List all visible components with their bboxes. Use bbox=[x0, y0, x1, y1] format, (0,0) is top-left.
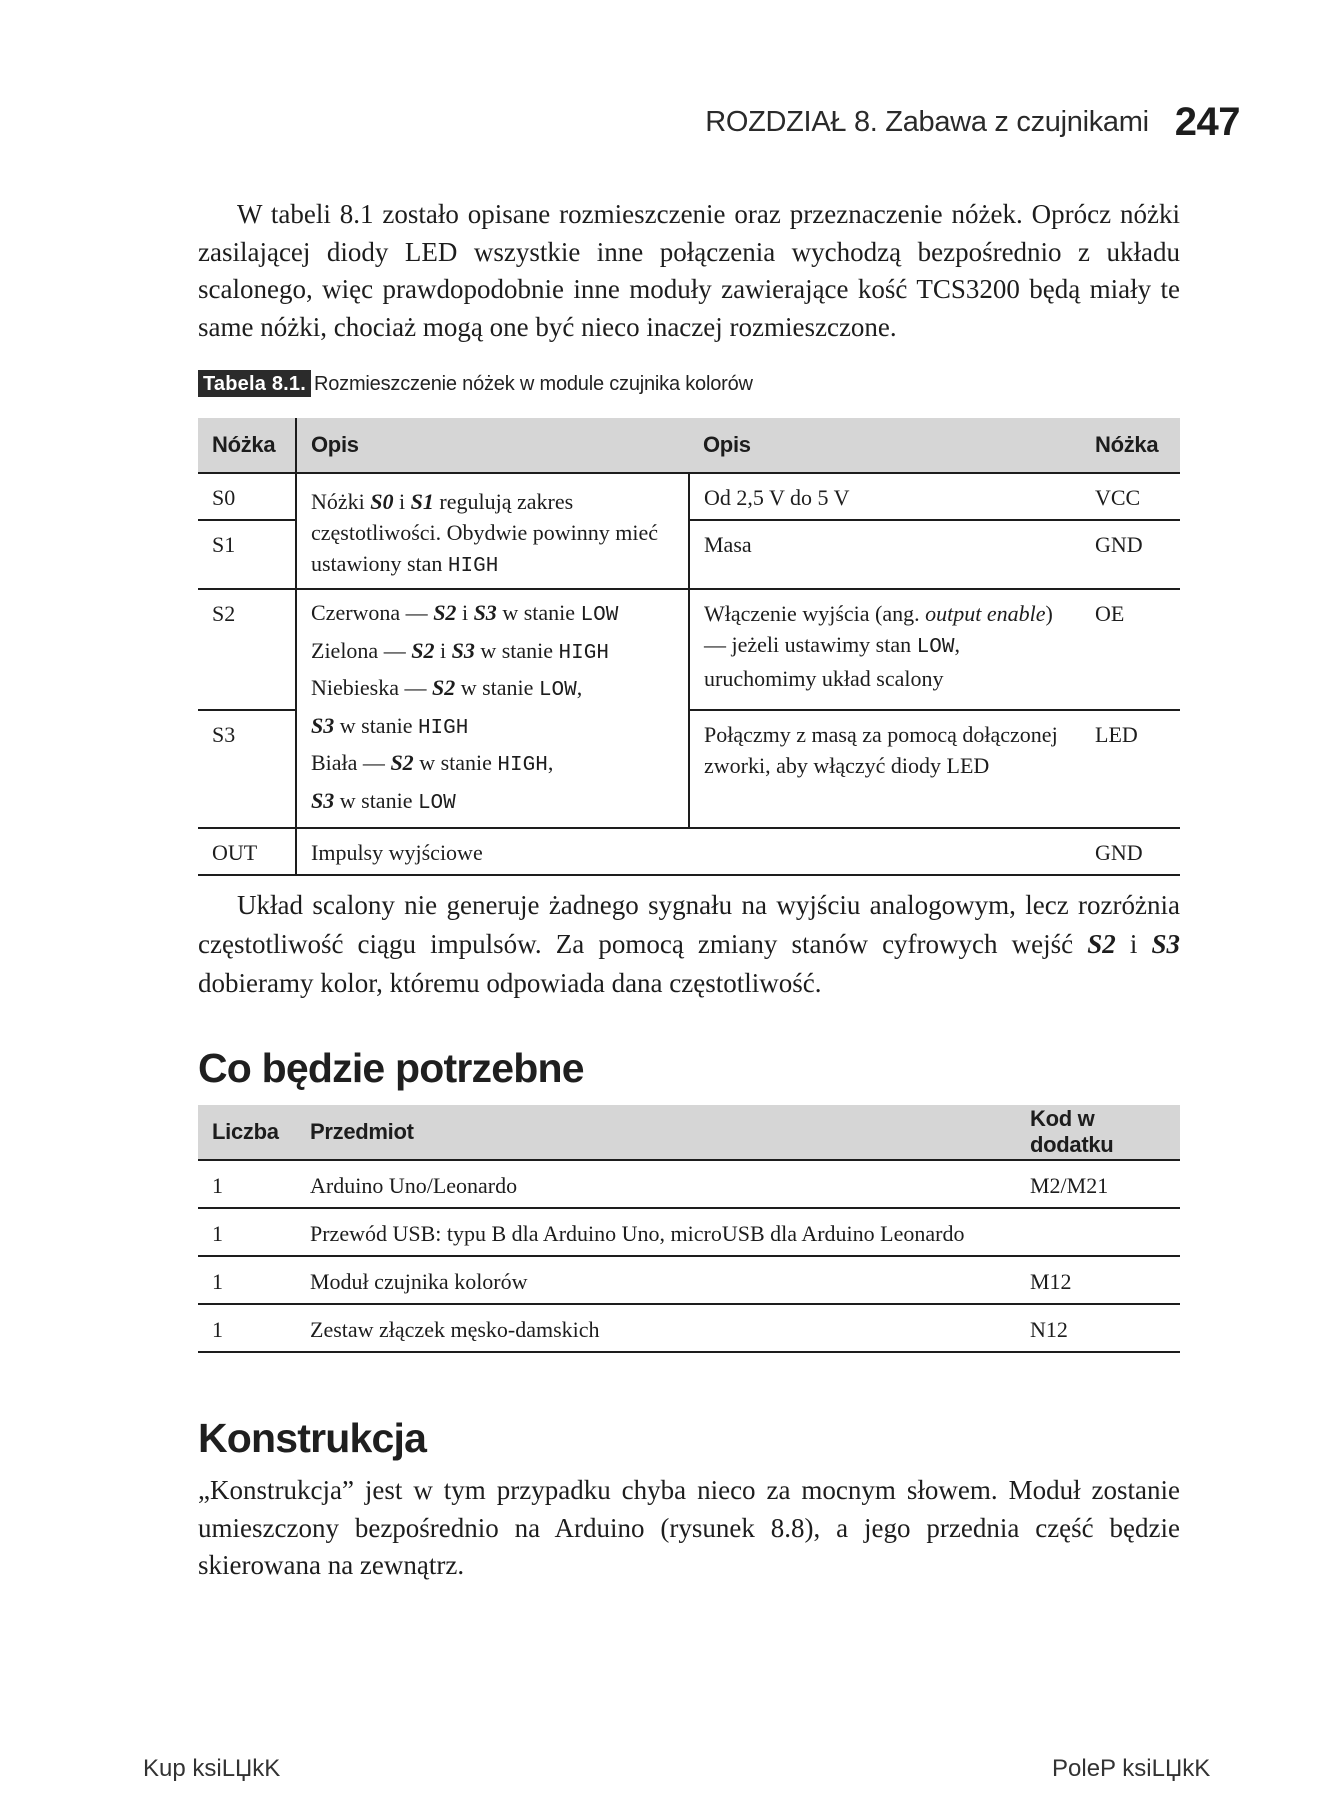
color-red-line: Czerwona — S2 i S3 w stanie LOW bbox=[311, 600, 619, 627]
parts-table bbox=[198, 1105, 1180, 1353]
chapter-title: ROZDZIAŁ 8. Zabawa z czujnikami bbox=[705, 106, 1149, 138]
section-title-parts: Co będzie potrzebne bbox=[198, 1045, 584, 1091]
pin-gnd: GND bbox=[1081, 520, 1180, 589]
header-item: Przedmiot bbox=[296, 1105, 1016, 1160]
table-row bbox=[198, 473, 1180, 520]
part-item: Zestaw złączek męsko-damskich bbox=[296, 1304, 1016, 1352]
header-count: Liczba bbox=[198, 1105, 296, 1160]
table-row bbox=[198, 828, 1180, 875]
table-row bbox=[198, 1208, 1180, 1256]
intro-paragraph: W tabeli 8.1 zostało opisane rozmieszczenie oraz przeznaczenie nóżek. Oprócz nóżki zasilającej diody LED wszystkie inne połączenia wychodzą bezpośrednio z układu scalonego, więc prawdopodobnie inne moduły zawierające kość TCS3200 będą miały te same nóżki, chociaż mogą one być nieco inaczej rozmieszczone. bbox=[198, 199, 1180, 342]
led-description: Połączmy z masą za pomocą dołączonej zworki, aby włączyć diody LED bbox=[689, 710, 1081, 828]
footer-buy-link[interactable]: Kup ksiLЏkK bbox=[143, 1755, 281, 1782]
table-caption-tag: Tabela 8.1. bbox=[198, 370, 311, 397]
signal-paragraph: Układ scalony nie generuje żadnego sygnału na wyjściu analogowym, lecz rozróżnia częstotliwość ciągu impulsów. Za pomocą zmiany stanów cyfrowych wejść S2 i S3 dobieramy kolor, któremu odpowiada dana częstotliwość. bbox=[198, 890, 1180, 998]
footer-recommend-link[interactable]: PoleP ksiLЏkK bbox=[1052, 1755, 1211, 1782]
pin-s0: S0 bbox=[198, 473, 296, 520]
s0-s1-description: Nóżki S0 i S1 regulują zakres częstotliwości. Obydwie powinny mieć ustawiony stan HIGH bbox=[296, 473, 689, 589]
color-green-line: Zielona — S2 i S3 w stanie HIGH bbox=[311, 637, 609, 665]
header-desc-right: Opis bbox=[689, 418, 1081, 473]
part-item: Przewód USB: typu B dla Arduino Uno, microUSB dla Arduino Leonardo bbox=[296, 1208, 1016, 1256]
page-number: 247 bbox=[1174, 100, 1240, 144]
part-code: M2/M21 bbox=[1016, 1160, 1180, 1208]
part-item: Moduł czujnika kolorów bbox=[296, 1256, 1016, 1304]
part-item: Arduino Uno/Leonardo bbox=[296, 1160, 1016, 1208]
part-code: N12 bbox=[1016, 1304, 1180, 1352]
part-count: 1 bbox=[198, 1256, 296, 1304]
header-pin-right: Nóżka bbox=[1081, 418, 1180, 473]
pin-table bbox=[198, 418, 1180, 876]
table-caption-text: Rozmieszczenie nóżek w module czujnika kolorów bbox=[314, 373, 753, 395]
out-description: Impulsy wyjściowe bbox=[296, 828, 1081, 875]
table-row bbox=[198, 1304, 1180, 1352]
part-code: M12 bbox=[1016, 1256, 1180, 1304]
table-row bbox=[198, 1160, 1180, 1208]
construction-paragraph: „Konstrukcja” jest w tym przypadku chyba nieco za mocnym słowem. Moduł zostanie umieszczony bezpośrednio na Arduino (rysunek 8.8), a jego przednia część będzie skierowana na zewnątrz. bbox=[198, 1475, 1180, 1580]
table-row bbox=[198, 1256, 1180, 1304]
table-header-row bbox=[198, 418, 1180, 473]
pin-led: LED bbox=[1081, 710, 1180, 828]
vcc-description: Od 2,5 V do 5 V bbox=[689, 473, 1081, 520]
oe-description: Włączenie wyjścia (ang. output enable) — jeżeli ustawimy stan LOW, uruchomimy układ scalony bbox=[689, 589, 1081, 710]
color-selection-description bbox=[296, 589, 689, 828]
pin-out: OUT bbox=[198, 828, 296, 875]
pin-oe: OE bbox=[1081, 589, 1180, 710]
pin-out-gnd: GND bbox=[1081, 828, 1180, 875]
part-count: 1 bbox=[198, 1160, 296, 1208]
masa-description: Masa bbox=[689, 520, 1081, 589]
running-head bbox=[600, 100, 1240, 145]
section-title-construction: Konstrukcja bbox=[198, 1415, 427, 1461]
color-blue-line: Niebieska — S2 w stanie LOW, S3 w stanie HIGH bbox=[311, 675, 583, 740]
part-count: 1 bbox=[198, 1208, 296, 1256]
pin-vcc: VCC bbox=[1081, 473, 1180, 520]
color-white-line: Biała — S2 w stanie HIGH, S3 w stanie LOW bbox=[311, 750, 554, 815]
pin-s1: S1 bbox=[198, 520, 296, 589]
pin-s2: S2 bbox=[198, 589, 296, 710]
pin-s3: S3 bbox=[198, 710, 296, 828]
table-row bbox=[198, 589, 1180, 710]
header-desc-left: Opis bbox=[296, 418, 689, 473]
header-pin-left: Nóżka bbox=[198, 418, 296, 473]
part-count: 1 bbox=[198, 1304, 296, 1352]
table-header-row bbox=[198, 1105, 1180, 1160]
header-code: Kod w dodatku bbox=[1016, 1105, 1180, 1160]
table-caption bbox=[198, 373, 753, 396]
part-code bbox=[1016, 1208, 1180, 1256]
